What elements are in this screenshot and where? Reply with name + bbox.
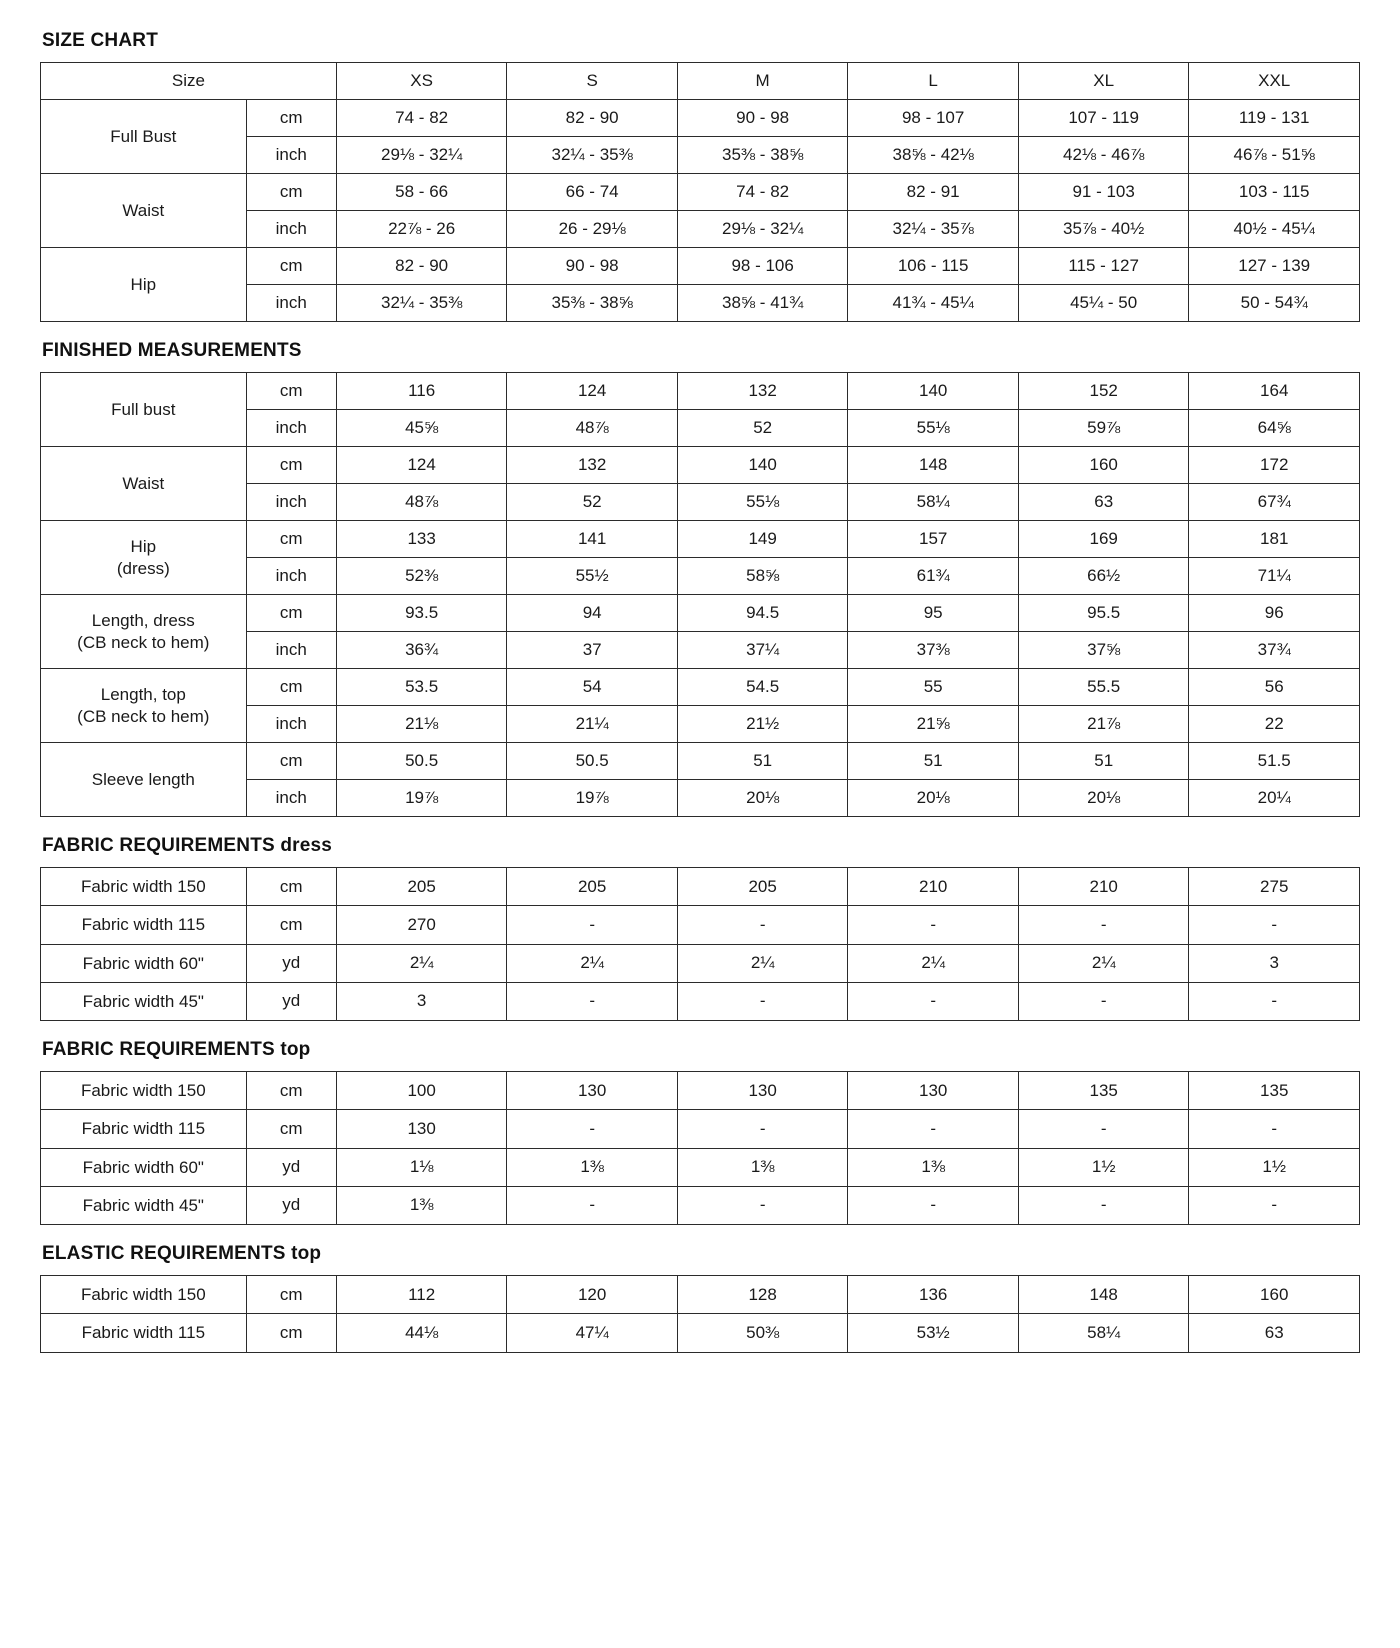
- table-row: [41, 669, 1360, 706]
- cell-value: 148: [1018, 1276, 1189, 1314]
- cell-value: 82 - 91: [848, 174, 1019, 211]
- cell-value: 107 - 119: [1018, 100, 1189, 137]
- table-row: [41, 174, 1360, 211]
- cell-value: 94.5: [677, 595, 848, 632]
- cell-value: 71¼: [1189, 558, 1360, 595]
- cell-value: 59⅞: [1018, 410, 1189, 447]
- cell-value: 132: [507, 447, 678, 484]
- row-label-fabric-width-45in: Fabric width 45": [41, 1186, 247, 1224]
- table-row: [41, 595, 1360, 632]
- cell-value: 52⅜: [336, 558, 507, 595]
- cell-value: 58¼: [848, 484, 1019, 521]
- cell-value: 20⅛: [677, 780, 848, 817]
- cell-value: -: [507, 1186, 678, 1224]
- fabric-requirements-top-table: [40, 1071, 1360, 1225]
- cell-value: 38⅝ - 41¾: [677, 285, 848, 322]
- row-label-line-1: Hip: [130, 537, 157, 557]
- header-size-s: S: [507, 63, 678, 100]
- cell-value: 181: [1189, 521, 1360, 558]
- cell-value: 50.5: [507, 743, 678, 780]
- cell-value: 103 - 115: [1189, 174, 1360, 211]
- cell-value: 51.5: [1189, 743, 1360, 780]
- cell-value: -: [1189, 1110, 1360, 1148]
- unit-inch: inch: [246, 558, 336, 595]
- table-row: [41, 1186, 1360, 1224]
- cell-value: 35⅞ - 40½: [1018, 211, 1189, 248]
- unit-cm: cm: [246, 906, 336, 944]
- row-label-fabric-width-115: Fabric width 115: [41, 906, 247, 944]
- table-row: [41, 743, 1360, 780]
- cell-value: 32¼ - 35⅜: [507, 137, 678, 174]
- unit-yd: yd: [246, 944, 336, 982]
- cell-value: 100: [336, 1072, 507, 1110]
- header-size-xxl: XXL: [1189, 63, 1360, 100]
- cell-value: 210: [1018, 868, 1189, 906]
- cell-value: 41¾ - 45¼: [848, 285, 1019, 322]
- cell-value: 58 - 66: [336, 174, 507, 211]
- cell-value: 54: [507, 669, 678, 706]
- cell-value: 64⅝: [1189, 410, 1360, 447]
- cell-value: 21⅞: [1018, 706, 1189, 743]
- table-row: [41, 447, 1360, 484]
- section-title-size-chart: SIZE CHART: [42, 30, 158, 51]
- cell-value: 45⅝: [336, 410, 507, 447]
- cell-value: 164: [1189, 373, 1360, 410]
- cell-value: 55: [848, 669, 1019, 706]
- cell-value: 38⅝ - 42⅛: [848, 137, 1019, 174]
- table-row: [41, 1110, 1360, 1148]
- cell-value: 140: [848, 373, 1019, 410]
- table-row: [41, 868, 1360, 906]
- cell-value: 29⅛ - 32¼: [336, 137, 507, 174]
- cell-value: -: [848, 1186, 1019, 1224]
- cell-value: 37⅜: [848, 632, 1019, 669]
- cell-value: 51: [1018, 743, 1189, 780]
- table-row: [41, 248, 1360, 285]
- section-fabric-requirements-top: [40, 1039, 1360, 1225]
- unit-cm: cm: [246, 100, 336, 137]
- row-label-line-1: Length, top: [100, 685, 186, 705]
- cell-value: 45¼ - 50: [1018, 285, 1189, 322]
- cell-value: -: [1189, 1186, 1360, 1224]
- cell-value: 90 - 98: [677, 100, 848, 137]
- cell-value: 1⅛: [336, 1148, 507, 1186]
- cell-value: 148: [848, 447, 1019, 484]
- unit-cm: cm: [246, 669, 336, 706]
- cell-value: 52: [677, 410, 848, 447]
- cell-value: 2¼: [336, 944, 507, 982]
- cell-value: 40½ - 45¼: [1189, 211, 1360, 248]
- cell-value: -: [507, 982, 678, 1020]
- cell-value: 128: [677, 1276, 848, 1314]
- cell-value: 50 - 54¾: [1189, 285, 1360, 322]
- cell-value: 58¼: [1018, 1314, 1189, 1352]
- cell-value: 115 - 127: [1018, 248, 1189, 285]
- row-label-line-2: (CB neck to hem): [77, 632, 210, 652]
- table-row: [41, 1276, 1360, 1314]
- cell-value: 135: [1018, 1072, 1189, 1110]
- cell-value: 2¼: [848, 944, 1019, 982]
- cell-value: -: [677, 1110, 848, 1148]
- table-row: [41, 1148, 1360, 1186]
- table-row: [41, 100, 1360, 137]
- unit-cm: cm: [246, 447, 336, 484]
- finished-measurements-table: [40, 372, 1360, 817]
- cell-value: 55½: [507, 558, 678, 595]
- cell-value: 19⅞: [336, 780, 507, 817]
- cell-value: 56: [1189, 669, 1360, 706]
- fabric-requirements-dress-table: [40, 867, 1360, 1021]
- cell-value: -: [677, 982, 848, 1020]
- cell-value: 48⅞: [336, 484, 507, 521]
- cell-value: 149: [677, 521, 848, 558]
- table-row: [41, 982, 1360, 1020]
- cell-value: -: [848, 982, 1019, 1020]
- cell-value: 37: [507, 632, 678, 669]
- table-row: [41, 906, 1360, 944]
- cell-value: 157: [848, 521, 1019, 558]
- cell-value: 55⅛: [848, 410, 1019, 447]
- row-label-line-2: (CB neck to hem): [77, 706, 210, 726]
- cell-value: -: [1018, 1110, 1189, 1148]
- table-row: [41, 1314, 1360, 1352]
- cell-value: 98 - 106: [677, 248, 848, 285]
- cell-value: 54.5: [677, 669, 848, 706]
- unit-yd: yd: [246, 982, 336, 1020]
- unit-inch: inch: [246, 632, 336, 669]
- cell-value: 35⅜ - 38⅝: [507, 285, 678, 322]
- cell-value: 55⅛: [677, 484, 848, 521]
- row-label-fabric-width-150: Fabric width 150: [41, 1276, 247, 1314]
- header-size-xs: XS: [336, 63, 507, 100]
- cell-value: 1⅜: [336, 1186, 507, 1224]
- table-row: [41, 1072, 1360, 1110]
- cell-value: 119 - 131: [1189, 100, 1360, 137]
- cell-value: 136: [848, 1276, 1019, 1314]
- cell-value: 35⅜ - 38⅝: [677, 137, 848, 174]
- cell-value: 51: [677, 743, 848, 780]
- cell-value: 3: [336, 982, 507, 1020]
- cell-value: 22⅞ - 26: [336, 211, 507, 248]
- elastic-requirements-top-table: [40, 1275, 1360, 1353]
- cell-value: 44⅛: [336, 1314, 507, 1352]
- cell-value: 21⅝: [848, 706, 1019, 743]
- cell-value: 1⅜: [677, 1148, 848, 1186]
- row-label-length-top: [41, 669, 247, 743]
- row-label-line-1: Length, dress: [91, 611, 195, 631]
- cell-value: 124: [336, 447, 507, 484]
- row-label-hip: Hip: [41, 248, 247, 322]
- row-label-length-dress: [41, 595, 247, 669]
- cell-value: 74 - 82: [677, 174, 848, 211]
- cell-value: 37¾: [1189, 632, 1360, 669]
- section-title-fabric-requirements-dress: FABRIC REQUIREMENTS dress: [42, 835, 333, 856]
- section-finished-measurements: [40, 340, 1360, 817]
- unit-inch: inch: [246, 211, 336, 248]
- cell-value: 26 - 29⅛: [507, 211, 678, 248]
- unit-cm: cm: [246, 743, 336, 780]
- cell-value: 21¼: [507, 706, 678, 743]
- cell-value: 95.5: [1018, 595, 1189, 632]
- cell-value: 130: [507, 1072, 678, 1110]
- cell-value: 36¾: [336, 632, 507, 669]
- cell-value: -: [507, 906, 678, 944]
- cell-value: 53½: [848, 1314, 1019, 1352]
- row-label-waist: Waist: [41, 447, 247, 521]
- unit-inch: inch: [246, 706, 336, 743]
- cell-value: 47¼: [507, 1314, 678, 1352]
- table-row: [41, 373, 1360, 410]
- cell-value: 32¼ - 35⅜: [336, 285, 507, 322]
- cell-value: 127 - 139: [1189, 248, 1360, 285]
- cell-value: -: [1018, 1186, 1189, 1224]
- row-label-fabric-width-150: Fabric width 150: [41, 1072, 247, 1110]
- cell-value: 93.5: [336, 595, 507, 632]
- header-size-label: Size: [41, 63, 337, 100]
- cell-value: -: [677, 906, 848, 944]
- cell-value: 270: [336, 906, 507, 944]
- unit-inch: inch: [246, 780, 336, 817]
- cell-value: 130: [848, 1072, 1019, 1110]
- cell-value: 169: [1018, 521, 1189, 558]
- unit-yd: yd: [246, 1148, 336, 1186]
- cell-value: 205: [677, 868, 848, 906]
- cell-value: 120: [507, 1276, 678, 1314]
- cell-value: -: [1018, 906, 1189, 944]
- cell-value: 37¼: [677, 632, 848, 669]
- row-label-fabric-width-45in: Fabric width 45": [41, 982, 247, 1020]
- cell-value: 205: [507, 868, 678, 906]
- unit-cm: cm: [246, 595, 336, 632]
- cell-value: 82 - 90: [507, 100, 678, 137]
- cell-value: 51: [848, 743, 1019, 780]
- table-row: [41, 944, 1360, 982]
- section-title-finished-measurements: FINISHED MEASUREMENTS: [42, 340, 302, 361]
- row-label-full-bust: Full Bust: [41, 100, 247, 174]
- cell-value: 67¾: [1189, 484, 1360, 521]
- header-size-m: M: [677, 63, 848, 100]
- cell-value: 66 - 74: [507, 174, 678, 211]
- cell-value: 20⅛: [848, 780, 1019, 817]
- cell-value: 46⅞ - 51⅝: [1189, 137, 1360, 174]
- size-chart-table: [40, 62, 1360, 322]
- unit-inch: inch: [246, 285, 336, 322]
- cell-value: -: [1189, 906, 1360, 944]
- cell-value: 48⅞: [507, 410, 678, 447]
- cell-value: 21⅛: [336, 706, 507, 743]
- cell-value: 106 - 115: [848, 248, 1019, 285]
- table-row: [41, 521, 1360, 558]
- section-fabric-requirements-dress: [40, 835, 1360, 1021]
- section-title-elastic-requirements-top: ELASTIC REQUIREMENTS top: [42, 1243, 322, 1264]
- cell-value: 1⅜: [507, 1148, 678, 1186]
- cell-value: -: [1018, 982, 1189, 1020]
- cell-value: 2¼: [677, 944, 848, 982]
- cell-value: 152: [1018, 373, 1189, 410]
- cell-value: 63: [1189, 1314, 1360, 1352]
- unit-cm: cm: [246, 248, 336, 285]
- header-size-l: L: [848, 63, 1019, 100]
- cell-value: -: [848, 906, 1019, 944]
- row-label-full-bust: Full bust: [41, 373, 247, 447]
- cell-value: 116: [336, 373, 507, 410]
- cell-value: 135: [1189, 1072, 1360, 1110]
- unit-cm: cm: [246, 174, 336, 211]
- row-label-fabric-width-60in: Fabric width 60": [41, 1148, 247, 1186]
- row-label-fabric-width-115: Fabric width 115: [41, 1110, 247, 1148]
- cell-value: -: [507, 1110, 678, 1148]
- unit-cm: cm: [246, 1276, 336, 1314]
- cell-value: 22: [1189, 706, 1360, 743]
- cell-value: 1½: [1018, 1148, 1189, 1186]
- cell-value: 2¼: [507, 944, 678, 982]
- cell-value: 94: [507, 595, 678, 632]
- cell-value: 132: [677, 373, 848, 410]
- unit-yd: yd: [246, 1186, 336, 1224]
- cell-value: 66½: [1018, 558, 1189, 595]
- cell-value: 1½: [1189, 1148, 1360, 1186]
- cell-value: 130: [677, 1072, 848, 1110]
- cell-value: 2¼: [1018, 944, 1189, 982]
- cell-value: 74 - 82: [336, 100, 507, 137]
- cell-value: -: [848, 1110, 1019, 1148]
- unit-inch: inch: [246, 410, 336, 447]
- cell-value: 63: [1018, 484, 1189, 521]
- unit-cm: cm: [246, 1314, 336, 1352]
- section-elastic-requirements-top: [40, 1243, 1360, 1353]
- cell-value: 90 - 98: [507, 248, 678, 285]
- cell-value: 141: [507, 521, 678, 558]
- cell-value: 50.5: [336, 743, 507, 780]
- unit-cm: cm: [246, 373, 336, 410]
- cell-value: 3: [1189, 944, 1360, 982]
- cell-value: 29⅛ - 32¼: [677, 211, 848, 248]
- cell-value: 42⅛ - 46⅞: [1018, 137, 1189, 174]
- row-label-waist: Waist: [41, 174, 247, 248]
- cell-value: 140: [677, 447, 848, 484]
- unit-inch: inch: [246, 484, 336, 521]
- row-label-fabric-width-150: Fabric width 150: [41, 868, 247, 906]
- unit-cm: cm: [246, 1110, 336, 1148]
- cell-value: 61¾: [848, 558, 1019, 595]
- cell-value: 1⅜: [848, 1148, 1019, 1186]
- cell-value: -: [677, 1186, 848, 1224]
- cell-value: 133: [336, 521, 507, 558]
- cell-value: 210: [848, 868, 1019, 906]
- row-label-hip-dress: [41, 521, 247, 595]
- cell-value: 112: [336, 1276, 507, 1314]
- cell-value: 130: [336, 1110, 507, 1148]
- cell-value: 96: [1189, 595, 1360, 632]
- cell-value: 32¼ - 35⅞: [848, 211, 1019, 248]
- cell-value: 19⅞: [507, 780, 678, 817]
- cell-value: 95: [848, 595, 1019, 632]
- cell-value: 160: [1018, 447, 1189, 484]
- cell-value: -: [1189, 982, 1360, 1020]
- cell-value: 37⅝: [1018, 632, 1189, 669]
- cell-value: 53.5: [336, 669, 507, 706]
- unit-cm: cm: [246, 1072, 336, 1110]
- cell-value: 50⅜: [677, 1314, 848, 1352]
- row-label-line-2: (dress): [116, 558, 170, 578]
- row-label-sleeve-length: Sleeve length: [41, 743, 247, 817]
- cell-value: 20¼: [1189, 780, 1360, 817]
- cell-value: 124: [507, 373, 678, 410]
- table-header-row: [41, 63, 1360, 100]
- unit-cm: cm: [246, 521, 336, 558]
- cell-value: 275: [1189, 868, 1360, 906]
- cell-value: 91 - 103: [1018, 174, 1189, 211]
- row-label-fabric-width-60in: Fabric width 60": [41, 944, 247, 982]
- cell-value: 21½: [677, 706, 848, 743]
- cell-value: 172: [1189, 447, 1360, 484]
- cell-value: 160: [1189, 1276, 1360, 1314]
- cell-value: 98 - 107: [848, 100, 1019, 137]
- unit-cm: cm: [246, 868, 336, 906]
- cell-value: 205: [336, 868, 507, 906]
- unit-inch: inch: [246, 137, 336, 174]
- section-size-chart: [40, 30, 1360, 322]
- row-label-fabric-width-115: Fabric width 115: [41, 1314, 247, 1352]
- cell-value: 82 - 90: [336, 248, 507, 285]
- cell-value: 20⅛: [1018, 780, 1189, 817]
- cell-value: 55.5: [1018, 669, 1189, 706]
- cell-value: 58⅝: [677, 558, 848, 595]
- section-title-fabric-requirements-top: FABRIC REQUIREMENTS top: [42, 1039, 311, 1060]
- header-size-xl: XL: [1018, 63, 1189, 100]
- cell-value: 52: [507, 484, 678, 521]
